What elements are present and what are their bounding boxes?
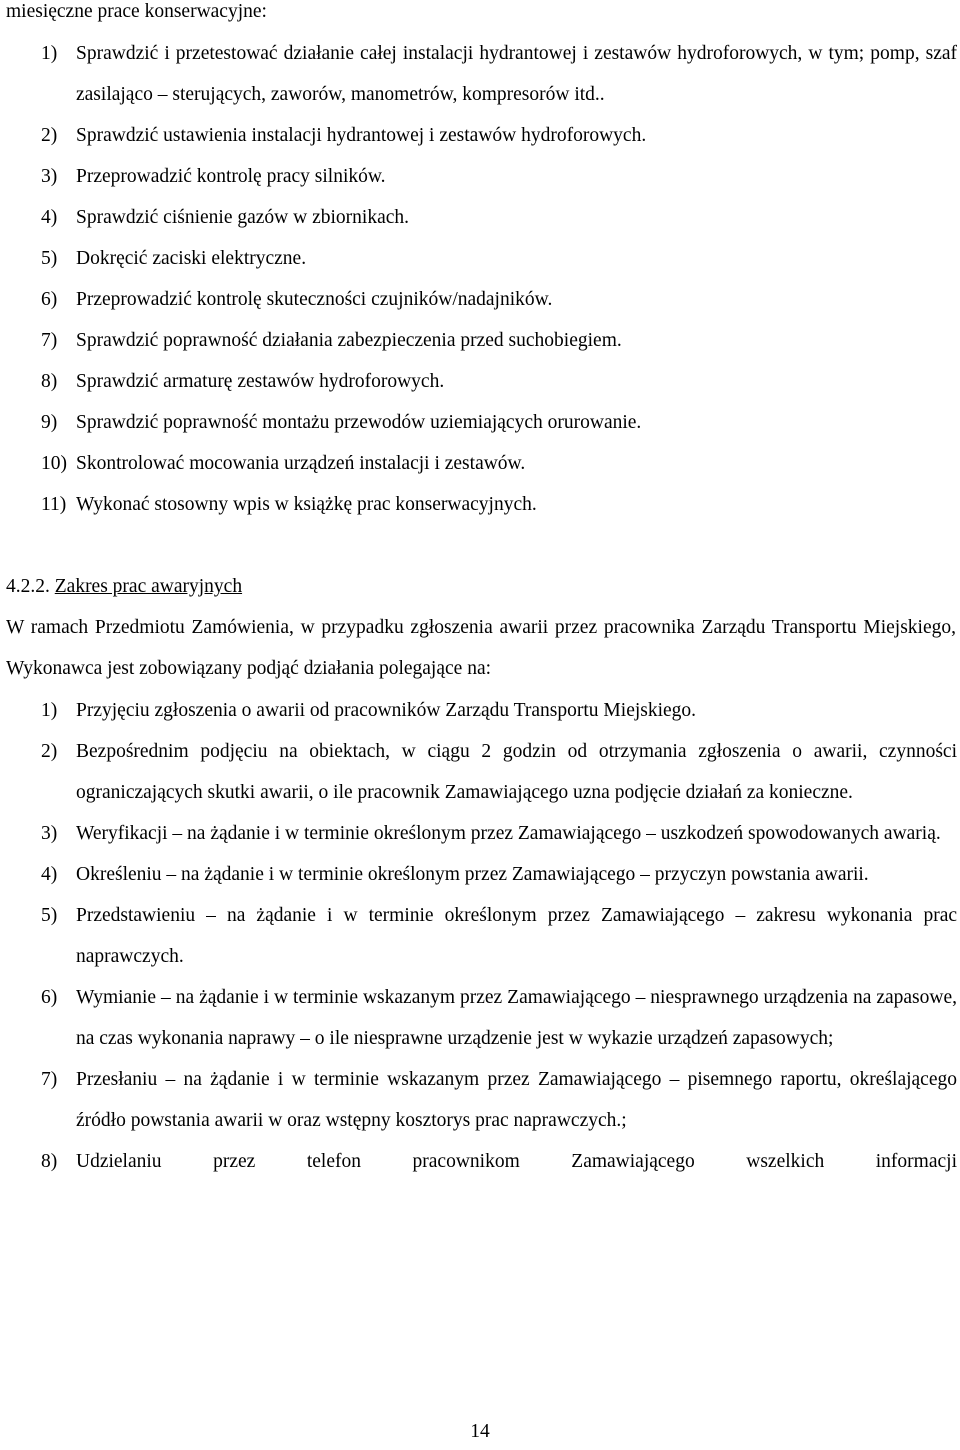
list-text: Sprawdzić poprawność działania zabezpieczenia przed suchobiegiem. [76, 330, 622, 351]
maintenance-list [6, 33, 957, 525]
list-number: 7) [41, 330, 58, 351]
list-item [6, 115, 957, 156]
list-item [6, 813, 957, 854]
list-number: 7) [41, 1069, 58, 1090]
list-text: Dokręcić zaciski elektryczne. [76, 248, 307, 269]
list-number: 2) [41, 741, 58, 762]
list-item [6, 690, 957, 731]
list-item [6, 156, 957, 197]
list-text: Określeniu – na żądanie i w terminie określonym przez Zamawiającego – przyczyn powstania awarii. [76, 864, 869, 885]
list-item [6, 854, 957, 895]
list-item [6, 895, 957, 977]
list-text: Przesłaniu – na żądanie i w terminie wskazanym przez Zamawiającego – pisemnego raportu, określającego źródło powstania awarii w oraz wstępny kosztorys prac naprawczych.; [76, 1069, 957, 1131]
list-number: 9) [41, 412, 58, 433]
list-number: 3) [41, 166, 58, 187]
list-item [6, 197, 957, 238]
list-number: 11) [41, 494, 67, 515]
list-text: Wykonać stosowny wpis w książkę prac konserwacyjnych. [76, 494, 537, 515]
list-text: Sprawdzić armaturę zestawów hydroforowych. [76, 371, 445, 392]
list-number: 4) [41, 864, 58, 885]
list-item [6, 361, 957, 402]
list-number: 2) [41, 125, 58, 146]
list-number: 6) [41, 289, 58, 310]
list-text: Sprawdzić ciśnienie gazów w zbiornikach. [76, 207, 410, 228]
list-item [6, 977, 957, 1059]
section-intro-paragraph: W ramach Przedmiotu Zamówienia, w przypadku zgłoszenia awarii przez pracownika Zarządu Transportu Miejskiego, Wykonawca jest zobowiązany podjąć działania polegające na: [6, 617, 956, 679]
section-title: Zakres prac awaryjnych [54, 576, 243, 597]
list-item [6, 484, 957, 525]
list-item [6, 402, 957, 443]
page-number: 14 [470, 1421, 490, 1442]
list-item [6, 443, 957, 484]
list-number: 8) [41, 1151, 58, 1172]
list-text: Sprawdzić ustawienia instalacji hydrantowej i zestawów hydroforowych. [76, 125, 647, 146]
list-item [6, 1059, 957, 1141]
section-number: 4.2.2. [6, 576, 50, 597]
list-text: Skontrolować mocowania urządzeń instalacji i zestawów. [76, 453, 526, 474]
list-item [6, 279, 957, 320]
list-text: Wymianie – na żądanie i w terminie wskazanym przez Zamawiającego – niesprawnego urządzenia na zapasowe, na czas wykonania naprawy – o ile niesprawne urządzenie jest w wykazie urządzeń zapasowych; [76, 987, 957, 1049]
list-text: Przeprowadzić kontrolę pracy silników. [76, 166, 386, 187]
list-number: 3) [41, 823, 58, 844]
list-text: Przyjęciu zgłoszenia o awarii od pracowników Zarządu Transportu Miejskiego. [76, 700, 697, 721]
list-number: 1) [41, 700, 58, 721]
list-number: 6) [41, 987, 58, 1008]
list-number: 8) [41, 371, 58, 392]
list-item [6, 238, 957, 279]
list-text: Sprawdzić poprawność montażu przewodów uziemiających orurowanie. [76, 412, 642, 433]
list-number: 5) [41, 248, 58, 269]
list-text: Przedstawieniu – na żądanie i w terminie określonym przez Zamawiającego – zakresu wykonania prac naprawczych. [76, 905, 957, 967]
list-number: 4) [41, 207, 58, 228]
list-number: 10) [41, 453, 67, 474]
list-text: Udzielaniu przez telefon pracownikom Zamawiającego wszelkich informacji [76, 1151, 957, 1172]
list-text: Weryfikacji – na żądanie i w terminie określonym przez Zamawiającego – uszkodzeń spowodowanych awarią. [76, 823, 941, 844]
list-item [6, 1141, 957, 1182]
section-intro: miesięczne prace konserwacyjne: [6, 1, 267, 22]
list-item [6, 320, 957, 361]
section-heading [6, 566, 956, 607]
list-item [6, 731, 957, 813]
list-text: Sprawdzić i przetestować działanie całej instalacji hydrantowej i zestawów hydroforowych, w tym; pomp, szaf zasilająco – sterujących, zaworów, manometrów, kompresorów itd.. [76, 43, 957, 105]
list-text: Bezpośrednim podjęciu na obiektach, w ciągu 2 godzin od otrzymania zgłoszenia o awarii, czynności ograniczających skutki awarii, o ile pracownik Zamawiającego uzna podjęcie działań za konieczne. [76, 741, 957, 803]
list-text: Przeprowadzić kontrolę skuteczności czujników/nadajników. [76, 289, 553, 310]
emergency-works-list [6, 690, 957, 1182]
list-number: 5) [41, 905, 58, 926]
list-item [6, 33, 957, 115]
list-number: 1) [41, 43, 58, 64]
